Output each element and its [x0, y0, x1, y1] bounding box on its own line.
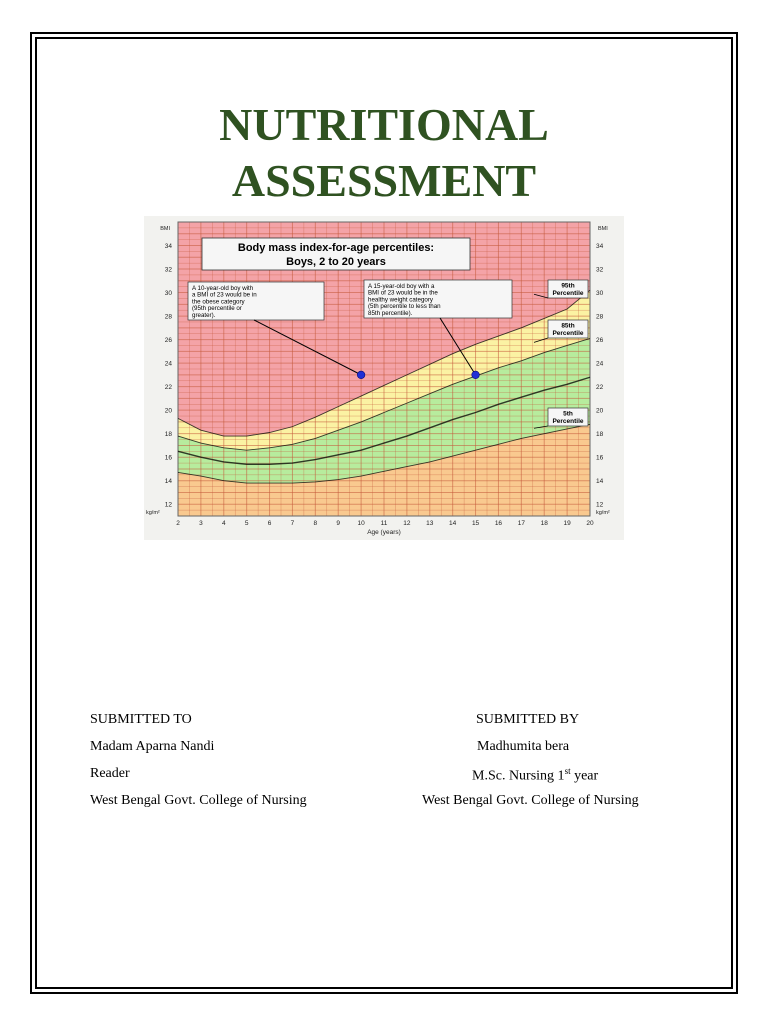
x-tick-label: 4 — [221, 520, 226, 527]
x-tick-label: 18 — [540, 520, 548, 527]
annotation-text: 85th percentile). — [368, 309, 413, 317]
label-95th-percentile-word: Percentile — [552, 290, 584, 297]
course-prefix: M.Sc. Nursing 1 — [472, 768, 565, 784]
page-title — [0, 97, 768, 209]
label-95th-percentile: 95th — [561, 282, 575, 290]
y-axis-label-left: BMI — [160, 226, 170, 232]
data-point-marker — [472, 371, 480, 379]
annotation-text: (5th percentile to less than — [368, 303, 441, 311]
y-tick-label-right: 26 — [596, 337, 604, 345]
y-tick-label-left: 26 — [164, 337, 172, 345]
y-tick-label-right: 24 — [596, 360, 604, 368]
y-tick-label-left: 12 — [164, 501, 172, 509]
annotation-text: A 10-year-old boy with — [192, 285, 254, 292]
submitted-to-role: Reader — [90, 766, 130, 781]
annotation-text: A 15-year-old boy with a — [368, 283, 435, 290]
label-85th-percentile-word: Percentile — [552, 330, 584, 337]
x-tick-label: 13 — [426, 520, 434, 527]
x-tick-label: 6 — [267, 520, 272, 527]
submitted-by-heading: SUBMITTED BY — [476, 712, 580, 727]
label-85th-percentile: 85th — [561, 322, 575, 330]
x-tick-label: 14 — [449, 520, 457, 527]
y-tick-label-left: 18 — [164, 431, 172, 439]
submitted-to-heading: SUBMITTED TO — [90, 712, 192, 727]
y-tick-label-left: 32 — [164, 266, 172, 274]
chart-subtitle: Boys, 2 to 20 years — [286, 256, 386, 268]
annotation-text: healthy weight category — [368, 296, 434, 304]
title-line-2: ASSESSMENT — [231, 155, 537, 206]
y-tick-label-right: 20 — [596, 407, 604, 415]
x-tick-label: 19 — [563, 520, 571, 527]
chart-title: Body mass index-for-age percentiles: — [237, 242, 435, 254]
y-tick-label-right: 34 — [596, 243, 604, 251]
course-superscript: st — [564, 766, 571, 776]
x-tick-label: 17 — [517, 520, 525, 527]
x-tick-label: 8 — [313, 520, 318, 527]
y-tick-label-left: 14 — [164, 478, 172, 486]
y-unit-label-right: kg/m² — [596, 510, 610, 516]
submitted-by-name: Madhumita bera — [477, 739, 570, 754]
y-tick-label-right: 14 — [596, 478, 604, 486]
y-tick-label-left: 34 — [164, 243, 172, 251]
y-tick-label-right: 16 — [596, 454, 604, 462]
submitted-to-name: Madam Aparna Nandi — [90, 739, 215, 754]
y-tick-label-right: 18 — [596, 431, 604, 439]
x-tick-label: 7 — [290, 520, 295, 527]
y-tick-label-left: 20 — [164, 407, 172, 415]
x-tick-label: 12 — [403, 520, 411, 527]
annotation-text: the obese category — [192, 298, 245, 306]
y-unit-label-left: kg/m² — [146, 510, 160, 516]
x-tick-label: 5 — [244, 520, 249, 527]
x-axis-label: Age (years) — [367, 529, 401, 536]
y-tick-label-left: 28 — [164, 313, 172, 321]
annotation-text: greater). — [192, 311, 216, 319]
x-tick-label: 20 — [586, 520, 594, 527]
y-tick-label-right: 22 — [596, 384, 604, 392]
y-tick-label-right: 12 — [596, 501, 604, 509]
y-tick-label-left: 30 — [164, 290, 172, 298]
annotation-text: BMI of 23 would be in the — [368, 289, 438, 297]
submitted-by-course — [472, 766, 598, 785]
x-tick-label: 15 — [471, 520, 480, 527]
title-line-1: NUTRITIONAL — [219, 99, 549, 150]
y-tick-label-right: 30 — [596, 290, 604, 298]
y-tick-label-right: 32 — [596, 266, 604, 274]
course-suffix: year — [570, 768, 599, 784]
x-tick-label: 2 — [176, 520, 180, 527]
annotation-text: (95th percentile or — [192, 305, 242, 313]
x-tick-label: 9 — [336, 520, 341, 527]
x-tick-label: 11 — [380, 520, 388, 527]
y-tick-label-left: 22 — [164, 384, 172, 392]
submitted-by-institution: West Bengal Govt. College of Nursing — [422, 793, 639, 808]
bmi-for-age-chart — [144, 216, 624, 540]
label-5th-percentile-word: Percentile — [552, 418, 584, 425]
y-tick-label-right: 28 — [596, 313, 604, 321]
x-tick-label: 3 — [199, 520, 203, 527]
submitted-to-institution: West Bengal Govt. College of Nursing — [90, 793, 307, 808]
data-point-marker — [357, 371, 365, 379]
x-tick-label: 16 — [494, 520, 503, 527]
y-tick-label-left: 16 — [164, 454, 172, 462]
y-axis-label-right: BMI — [598, 226, 608, 232]
label-5th-percentile: 5th — [563, 410, 573, 418]
annotation-text: a BMI of 23 would be in — [192, 291, 257, 299]
x-tick-label: 10 — [357, 520, 365, 527]
y-tick-label-left: 24 — [164, 360, 172, 368]
